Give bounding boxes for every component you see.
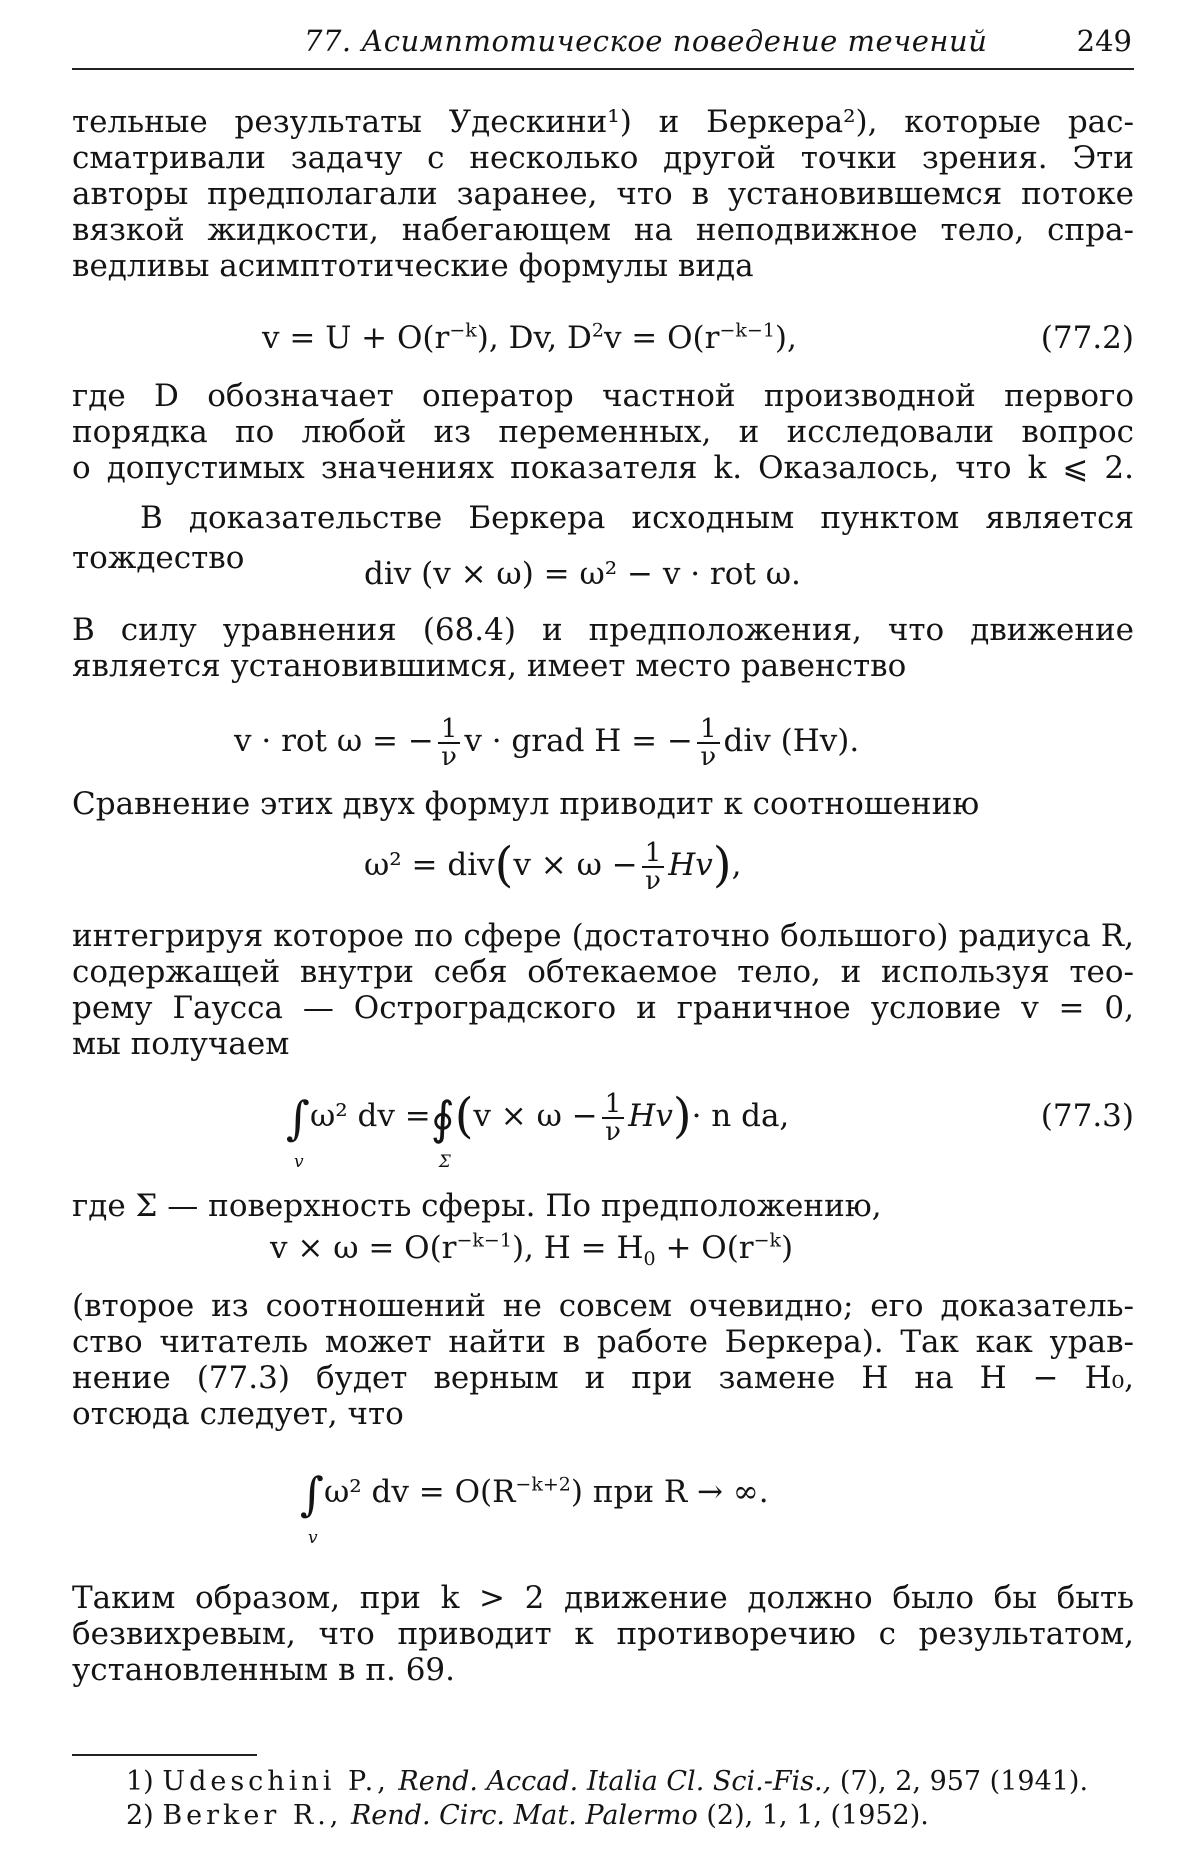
eq-part: ,	[731, 847, 742, 883]
fraction	[602, 1088, 625, 1147]
eq-exponent: −k+2	[515, 1473, 571, 1496]
fraction-numerator: 1	[602, 1091, 625, 1119]
integral-limit: Σ	[438, 1152, 451, 1172]
eq-part: div (Hv).	[723, 723, 860, 759]
identity-equation: div (v × ω) = ω² − v · rot ω.	[364, 556, 801, 592]
footnote-mark: 1)	[126, 1766, 154, 1797]
eq-part: v = U + O(r	[262, 320, 450, 356]
rot-equation	[234, 706, 859, 776]
text-line: вязкой жидкости, набегающем на неподвижное тело, спра-	[72, 212, 1134, 248]
eq-part: )	[781, 1230, 794, 1266]
text-line: установленным в п. 69.	[72, 1652, 455, 1688]
footnote-ref: (2), 1, 1, (1952).	[706, 1800, 929, 1831]
asymptotic-equation	[270, 1229, 794, 1271]
eq-exponent: −k−1	[719, 319, 775, 342]
text-line: авторы предполагали заранее, что в установившемся потоке	[72, 176, 1134, 212]
text-line: ведливы асимптотические формулы вида	[72, 248, 754, 284]
text-line: где D обозначает оператор частной производной первого	[72, 378, 1134, 414]
eq-part: ),	[774, 320, 797, 356]
text-line: Таким образом, при k > 2 движение должно было бы быть	[72, 1580, 1134, 1616]
eq-part: ω² = div	[364, 847, 495, 883]
eq-part: v = O(r	[603, 320, 720, 356]
eq-part: + O(r	[655, 1230, 754, 1266]
text-line: В доказательстве Беркера исходным пунктом является	[140, 500, 1134, 536]
footnote	[126, 1800, 929, 1832]
integral-limit: v	[294, 1152, 304, 1172]
integral-limit: v	[308, 1528, 318, 1548]
text-line: В силу уравнения (68.4) и предположения, что движение	[72, 612, 1134, 648]
eq-part: v × ω = O(r	[270, 1230, 457, 1266]
eq-exponent: −k	[753, 1229, 782, 1252]
page-number: 249	[1076, 24, 1132, 58]
eq-exponent: −k−1	[456, 1229, 512, 1252]
fraction-denominator: ν	[700, 741, 717, 772]
text-line: тельные результаты Удескини¹) и Беркера²), которые рас-	[72, 104, 1134, 140]
footnote-source: Rend. Circ. Mat. Palermo	[350, 1800, 698, 1831]
text-line: Сравнение этих двух формул приводит к соотношению	[72, 786, 980, 822]
eq-exponent: 2	[591, 319, 604, 342]
omega-equation	[364, 830, 741, 900]
eq-part: v × ω −	[513, 847, 638, 883]
text-line: тождество	[72, 540, 245, 576]
page-header	[72, 22, 1134, 70]
eq-subscript: 0	[643, 1248, 656, 1271]
eq-part: ) при R → ∞.	[570, 1474, 769, 1510]
text-line: (второе из соотношений не совсем очевидно; его доказатель-	[72, 1288, 1134, 1324]
final-equation	[300, 1452, 769, 1548]
eq-part: Hv	[628, 1098, 673, 1134]
fraction-denominator: ν	[441, 741, 457, 772]
footnote-source: Rend. Accad. Italia Cl. Sci.-Fis.,	[398, 1766, 832, 1797]
right-paren: )	[712, 837, 732, 893]
footnote-mark: 2)	[126, 1800, 154, 1831]
eq-part: Hv	[668, 847, 713, 883]
footnote-ref: (7), 2, 957 (1941).	[839, 1766, 1089, 1797]
integral-sign: ∫ v	[300, 1454, 324, 1534]
text-line: о допустимых значениях показателя k. Оказалось, что k ⩽ 2.	[72, 450, 1134, 486]
running-title: 77. Асимптотическое поведение течений	[304, 24, 988, 58]
footnote-author: Berker R.,	[162, 1800, 343, 1831]
fraction	[642, 837, 665, 896]
fraction	[438, 713, 461, 772]
eq-part: ), H = H	[511, 1230, 644, 1266]
text-line: содержащей внутри себя обтекаемое тело, и используя тео-	[72, 954, 1134, 990]
eq-exponent: −k	[449, 319, 477, 342]
text-line: нение (77.3) будет верным и при замене H на H − H₀,	[72, 1360, 1134, 1396]
text-line: где Σ — поверхность сферы. По предположению,	[72, 1188, 882, 1224]
equation-number: (77.2)	[1040, 320, 1134, 356]
eq-part: ), Dv, D	[476, 320, 592, 356]
right-paren: )	[672, 1088, 692, 1144]
text-line: сматривали задачу с несколько другой точки зрения. Эти	[72, 140, 1134, 176]
equation-77-3	[286, 1076, 790, 1172]
footnote-author: Udeschini P.,	[162, 1766, 390, 1797]
fraction-numerator: 1	[697, 716, 720, 744]
fraction-numerator: 1	[438, 716, 461, 744]
fraction-numerator: 1	[642, 840, 665, 868]
equation-77-2	[262, 320, 797, 356]
left-paren: (	[454, 1088, 474, 1144]
surface-integral-sign: ∮ Σ	[431, 1078, 455, 1158]
text-line: ство читатель может найти в работе Беркера). Так как урав-	[72, 1324, 1134, 1360]
equation-number: (77.3)	[1040, 1098, 1134, 1134]
text-line: рему Гаусса — Остроградского и граничное условие v = 0,	[72, 990, 1134, 1026]
footnote-rule	[72, 1754, 257, 1756]
eq-part: · n da,	[691, 1098, 790, 1134]
text-line: безвихревым, что приводит к противоречию с результатом,	[72, 1616, 1134, 1652]
integral-sign: ∫ v	[286, 1078, 310, 1158]
eq-part: ω² dv =	[309, 1098, 431, 1134]
fraction-denominator: ν	[605, 1116, 621, 1147]
left-paren: (	[494, 837, 514, 893]
text-line: является установившимся, имеет место равенство	[72, 648, 907, 684]
text-line: мы получаем	[72, 1026, 290, 1062]
eq-part: v · grad H = −	[464, 723, 693, 759]
fraction-denominator: ν	[645, 865, 661, 896]
text-line: порядка по любой из переменных, и исследовали вопрос	[72, 414, 1134, 450]
eq-part: ω² dv = O(R	[323, 1474, 516, 1510]
fraction	[697, 713, 720, 772]
text-line: интегрируя которое по сфере (достаточно большого) радиуса R,	[72, 918, 1134, 954]
eq-part: v · rot ω = −	[234, 723, 434, 759]
footnote	[126, 1766, 1088, 1798]
eq-part: v × ω −	[473, 1098, 598, 1134]
text-line: отсюда следует, что	[72, 1396, 404, 1432]
